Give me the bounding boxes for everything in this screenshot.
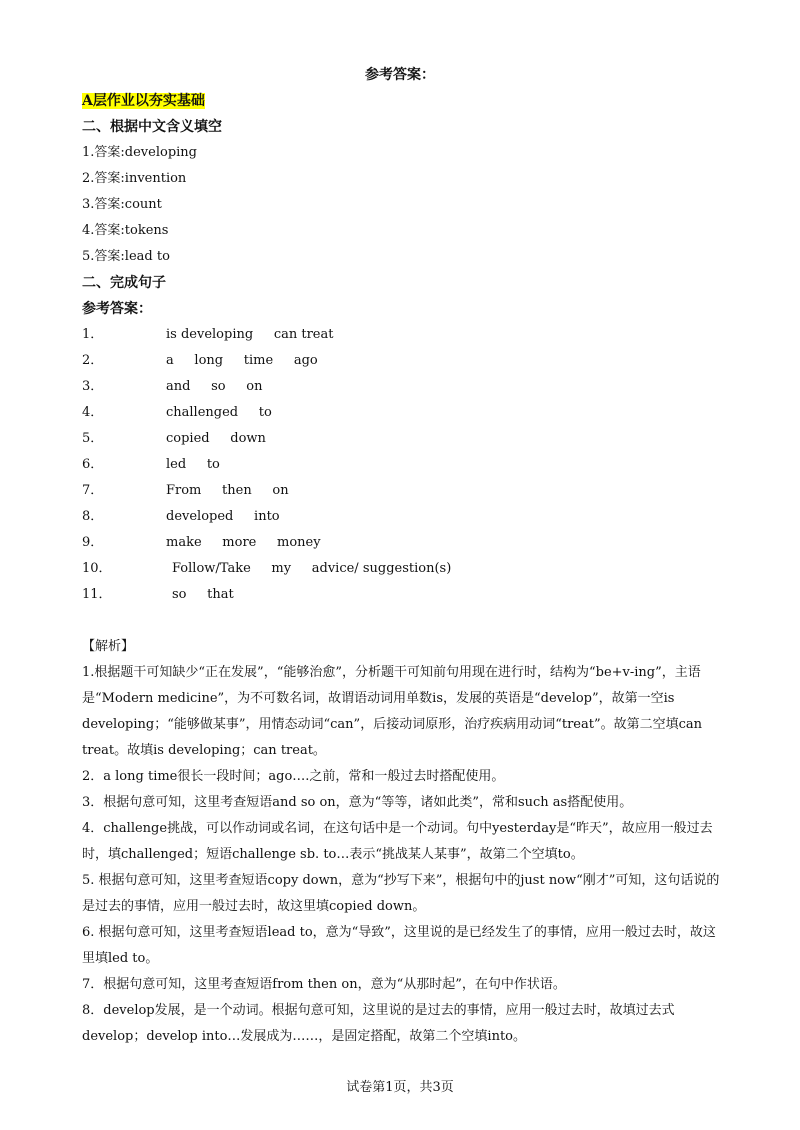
answer-text: challenged to bbox=[166, 405, 272, 420]
part1-answer-1: 1.答案:developing bbox=[82, 145, 197, 160]
analysis-paragraph-3: 3．根据句意可知，这里考查短语and so on，意为“等等，诸如此类”，常和such as搭配使用。 bbox=[82, 795, 633, 810]
answer-text: and so on bbox=[166, 379, 263, 394]
answer-text: a long time ago bbox=[166, 353, 318, 368]
part1-answer-3: 3.答案:count bbox=[82, 197, 162, 212]
highlighted-heading: A层作业以夯实基础 bbox=[82, 93, 205, 109]
analysis-paragraph-5: 5. 根据句意可知，这里考查短语copy down，意为“抄写下来”，根据句中的just now“刚才”可知，这句话说的是过去的事情，应用一般过去时，故这里填copied down。 bbox=[82, 873, 720, 914]
answer-number: 1． bbox=[82, 327, 104, 342]
answer-text: copied down bbox=[166, 431, 266, 446]
answer-number: 9． bbox=[82, 535, 104, 550]
analysis-paragraph-4: 4．challenge挑战，可以作动词或名词，在这句话中是一个动词。句中yesterday是“昨天”，故应用一般过去时，填challenged；短语challenge sb. to…表示“挑战某人某事”，故第二个空填to。 bbox=[82, 821, 713, 862]
answer-number: 10． bbox=[82, 561, 112, 576]
answer-number: 7． bbox=[82, 483, 104, 498]
answer-number: 11． bbox=[82, 587, 112, 602]
part1-answer-5: 5.答案:lead to bbox=[82, 249, 170, 264]
analysis-paragraph-7: 7．根据句意可知，这里考查短语from then on，意为“从那时起”，在句中作状语。 bbox=[82, 977, 566, 992]
answer-text: From then on bbox=[166, 483, 289, 498]
answer-number: 4． bbox=[82, 405, 104, 420]
answer-text: is developing can treat bbox=[166, 327, 334, 342]
analysis-paragraph-6: 6. 根据句意可知，这里考查短语lead to，意为“导致”，这里说的是已经发生了的事情，应用一般过去时，故这里填led to。 bbox=[82, 925, 716, 966]
analysis-paragraph-2: 2．a long time很长一段时间；ago….之前，常和一般过去时搭配使用。 bbox=[82, 769, 505, 784]
answer-number: 5． bbox=[82, 431, 104, 446]
page-title: 参考答案： bbox=[365, 67, 435, 83]
answer-text: developed into bbox=[166, 509, 280, 524]
answer-number: 6． bbox=[82, 457, 104, 472]
answer-number: 2． bbox=[82, 353, 104, 368]
part2-heading: 二、完成句子 bbox=[82, 275, 166, 291]
answer-text: make more money bbox=[166, 535, 321, 550]
analysis-paragraph-8: 8．develop发展，是一个动词。根据句意可知，这里说的是过去的事情，应用一般过去时，故填过去式develop；develop into…发展成为……，是固定搭配，故第二个空填into。 bbox=[82, 1003, 675, 1044]
page-footer: 试卷第1页，共3页 bbox=[346, 1080, 454, 1095]
answer-text: Follow/Take my advice/ suggestion(s) bbox=[172, 561, 452, 576]
analysis-heading: 【解析】 bbox=[82, 639, 135, 654]
section-a-heading bbox=[82, 92, 205, 110]
part1-heading: 二、根据中文含义填空 bbox=[82, 119, 222, 135]
analysis-paragraph-1: 1.根据题干可知缺少“正在发展”，“能够治愈”，分析题干可知前句用现在进行时，结构为“be+v-ing”，主语是“Modern medicine”，为不可数名词，故谓语动词用单数is，发展的英语是“develop”，故第一空is developing；“能够做某事”，用情态动词“can”，后接动词原形，治疗疾病用动词“treat”。故第二空填can treat。故填is developing；can treat。 bbox=[82, 665, 703, 758]
answer-number: 8． bbox=[82, 509, 104, 524]
answer-number: 3． bbox=[82, 379, 104, 394]
answer-text: so that bbox=[172, 587, 234, 602]
part1-answer-4: 4.答案:tokens bbox=[82, 223, 169, 238]
answer-text: led to bbox=[166, 457, 220, 472]
part1-answer-2: 2.答案:invention bbox=[82, 171, 187, 186]
reference-answer-label: 参考答案： bbox=[82, 301, 152, 317]
